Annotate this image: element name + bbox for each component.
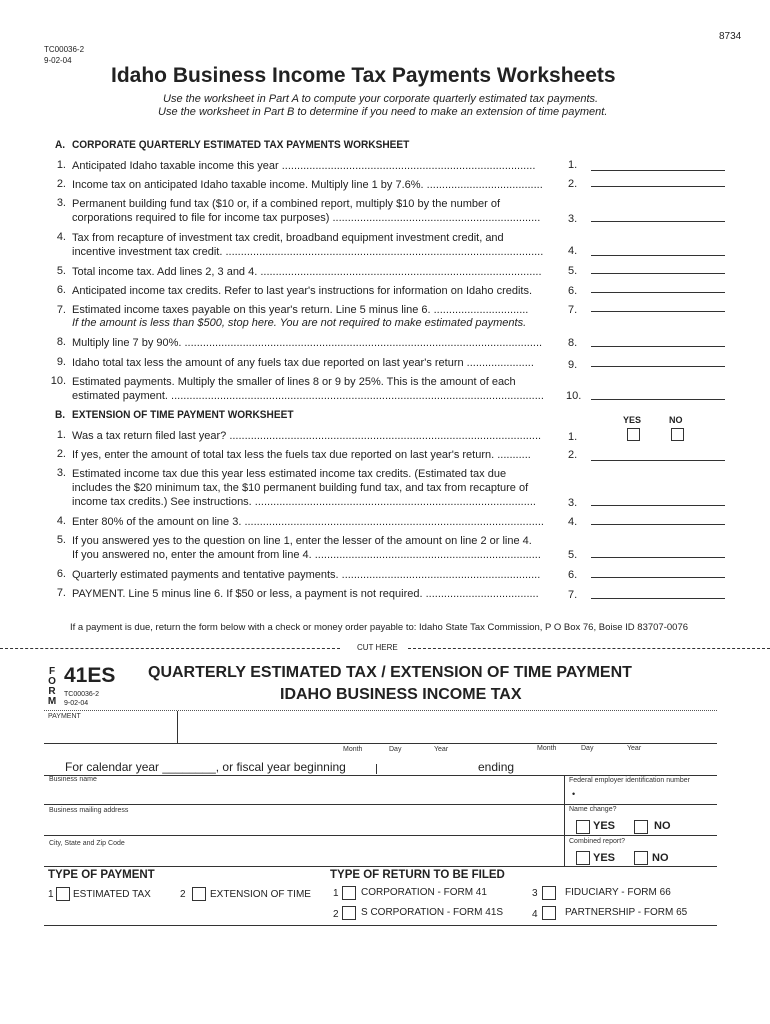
line-ref: 8. — [568, 337, 578, 349]
payment-option-num: 2 — [180, 889, 186, 900]
page-title: Idaho Business Income Tax Payments Worksheets — [111, 64, 616, 87]
line-text-cont: incentive investment tax credit. ........................................................................................................ — [72, 246, 544, 258]
answer-line[interactable] — [591, 170, 725, 171]
answer-line[interactable] — [591, 273, 725, 274]
line-ref: 9. — [568, 359, 578, 371]
line-text: Estimated income taxes payable on this year's return. Line 5 minus line 6. ............................... — [72, 304, 529, 316]
line-number: 4. — [56, 515, 66, 527]
mailing-address-label: Business mailing address — [49, 807, 129, 814]
line-text: Total income tax. Add lines 2, 3 and 4. ............................................................................................ — [72, 266, 542, 278]
line-text: Estimated income tax due this year less estimated income tax credits. (Estimated tax due — [72, 468, 507, 480]
return-option-num: 4 — [532, 909, 538, 920]
line-number: 3. — [56, 467, 66, 479]
line-number: 10. — [50, 375, 66, 387]
line-text: Anticipated income tax credits. Refer to last year's instructions for information on Idaho credits. — [72, 285, 533, 297]
cut-line-right — [408, 648, 770, 650]
line-number: 2. — [56, 448, 66, 460]
voucher-bottom-rule — [44, 925, 717, 926]
line-text: Tax from recapture of investment tax credit, broadband equipment investment credit, and — [72, 232, 504, 244]
answer-line[interactable] — [591, 186, 725, 187]
line-ref: 3. — [568, 213, 578, 225]
line-number: 9. — [56, 356, 66, 368]
line-number: 1. — [56, 159, 66, 171]
payment-note: If a payment is due, return the form below with a check or money order payable to: Idaho State Tax Commission, P O Box 76, Boise ID 83707-0076 — [70, 622, 689, 633]
line-number: 2. — [56, 178, 66, 190]
line-text: Estimated payments. Multiply the smaller of lines 8 or 9 by 25%. This is the amount of each — [72, 376, 516, 388]
name-change-no-checkbox[interactable] — [634, 820, 648, 834]
corporation-checkbox[interactable] — [342, 886, 356, 900]
fiduciary-checkbox[interactable] — [542, 886, 556, 900]
no-header: NO — [669, 415, 683, 425]
end-year-label: Year — [627, 745, 642, 752]
page-code: 8734 — [719, 31, 742, 42]
line-text-cont: includes the $20 minimum tax, the $10 permanent building fund tax, and tax from recapture of — [72, 482, 529, 494]
begin-day-label: Day — [389, 746, 402, 753]
line-ref: 6. — [568, 285, 578, 297]
line-text: Income tax on anticipated Idaho taxable income. Multiply line 1 by 7.6%. ...................................... — [72, 179, 543, 191]
line-text: Anticipated Idaho taxable income this year ................................................................................... — [72, 160, 536, 172]
name-row-rule — [44, 804, 717, 805]
answer-line[interactable] — [591, 557, 725, 558]
combined-no-label: NO — [652, 852, 669, 864]
return-option-num: 3 — [532, 888, 538, 899]
line-number: 6. — [56, 568, 66, 580]
line-text-cont: corporations required to file for income tax purposes) .................................................................... — [72, 212, 541, 224]
line-ref: 7. — [568, 304, 578, 316]
partnership-label: PARTNERSHIP - FORM 65 — [565, 907, 688, 918]
form-id: TC00036-2 — [44, 45, 85, 54]
part-a-heading: CORPORATE QUARTERLY ESTIMATED TAX PAYMENTS WORKSHEET — [72, 139, 410, 151]
answer-line[interactable] — [591, 460, 725, 461]
combined-divider — [564, 836, 565, 866]
name-change-no-label: NO — [654, 820, 671, 832]
fein-bullet: • — [572, 789, 576, 799]
line-text: Quarterly estimated payments and tentative payments. ................................................................. — [72, 569, 541, 581]
form-date: 9-02-04 — [44, 56, 72, 65]
line-text: Multiply line 7 by 90%. ..................................................................................................................... — [72, 337, 543, 349]
business-name-field[interactable] — [44, 776, 564, 803]
part-b-heading: EXTENSION OF TIME PAYMENT WORKSHEET — [72, 409, 294, 421]
city-row-rule — [44, 866, 717, 867]
answer-line[interactable] — [591, 399, 725, 400]
estimated-tax-label: ESTIMATED TAX — [73, 889, 151, 900]
yes-checkbox[interactable] — [627, 428, 640, 441]
s-corporation-checkbox[interactable] — [342, 906, 356, 920]
line-text: Permanent building fund tax ($10 or, if a combined report, multiply $10 by the number of — [72, 198, 501, 210]
date-tick — [376, 764, 377, 774]
return-option-num: 2 — [333, 909, 339, 920]
mailing-address-field[interactable] — [44, 806, 564, 834]
line-text: If yes, enter the amount of total tax less the fuels tax due reported on last year's return. ........... — [72, 449, 531, 461]
cut-here-label: CUT HERE — [357, 643, 398, 652]
payment-option-num: 1 — [48, 889, 54, 900]
fein-label: Federal employer identification number — [569, 777, 691, 784]
line-ref: 7. — [568, 589, 578, 601]
city-state-zip-field[interactable] — [44, 838, 564, 864]
line-ref: 10. — [566, 390, 582, 402]
line-text: PAYMENT. Line 5 minus line 6. If $50 or less, a payment is not required. ..................................... — [72, 588, 539, 600]
name-change-label: Name change? — [569, 806, 617, 813]
line-number: 7. — [56, 304, 66, 316]
calendar-year-text: For calendar year ________, or fiscal year beginning — [65, 760, 346, 774]
subtitle-1: Use the worksheet in Part A to compute your corporate quarterly estimated tax payments. — [163, 93, 599, 105]
combined-no-checkbox[interactable] — [634, 851, 648, 865]
line-text: Was a tax return filed last year? ...................................................................................................... — [72, 430, 542, 442]
payment-label: PAYMENT — [48, 713, 81, 720]
line-number: 3. — [56, 197, 66, 209]
answer-line[interactable] — [591, 255, 725, 256]
voucher-form-date: 9-02-04 — [64, 700, 89, 707]
combined-yes-label: YES — [593, 852, 616, 864]
begin-date-field[interactable] — [402, 760, 472, 774]
answer-line[interactable] — [591, 598, 725, 599]
fein-field[interactable] — [582, 787, 712, 803]
answer-line[interactable] — [591, 366, 725, 367]
answer-line[interactable] — [591, 311, 725, 312]
answer-line[interactable] — [591, 505, 725, 506]
line-ref: 6. — [568, 569, 578, 581]
cut-line-left — [0, 648, 340, 650]
line-number: 4. — [56, 231, 66, 243]
city-state-zip-label: City, State and Zip Code — [49, 840, 125, 847]
extension-of-time-checkbox[interactable] — [192, 887, 206, 901]
address-row-rule — [44, 835, 717, 836]
part-b-letter: B. — [55, 409, 66, 421]
estimated-tax-checkbox[interactable] — [56, 887, 70, 901]
answer-line[interactable] — [591, 346, 725, 347]
voucher-title-2: IDAHO BUSINESS INCOME TAX — [280, 686, 522, 703]
line-number: 5. — [56, 534, 66, 546]
line-text-cont: estimated payment. .......................................................................................................................... — [72, 390, 544, 402]
line-ref: 3. — [568, 497, 578, 509]
line-text: Idaho total tax less the amount of any fuels tax due reported on last year's return ...................... — [72, 357, 534, 369]
fiduciary-label: FIDUCIARY - FORM 66 — [565, 887, 671, 898]
payment-amount-field[interactable] — [44, 711, 584, 743]
no-checkbox[interactable] — [671, 428, 684, 441]
line-ref: 4. — [568, 516, 578, 528]
subtitle-2: Use the worksheet in Part B to determine if you need to make an extension of time payment. — [158, 106, 608, 118]
end-month-label: Month — [537, 745, 557, 752]
form-vertical-label: F O R M — [47, 666, 57, 707]
line-ref: 1. — [568, 159, 578, 171]
form-number: 41ES — [64, 664, 116, 687]
business-name-label: Business name — [49, 776, 97, 783]
end-day-label: Day — [581, 745, 594, 752]
line-ref: 2. — [568, 178, 578, 190]
part-a-letter: A. — [55, 139, 66, 151]
voucher-form-id: TC00036-2 — [64, 691, 100, 698]
answer-line[interactable] — [591, 292, 725, 293]
answer-line[interactable] — [591, 524, 725, 525]
type-of-return-heading: TYPE OF RETURN TO BE FILED — [330, 869, 505, 881]
line-text-cont: income tax credits.) See instructions. ............................................................................................ — [72, 496, 536, 508]
line-note: If the amount is less than $500, stop here. You are not required to make estimated payments. — [72, 317, 527, 329]
voucher-title-1: QUARTERLY ESTIMATED TAX / EXTENSION OF TIME PAYMENT — [148, 664, 632, 681]
name-change-yes-label: YES — [593, 820, 616, 832]
line-number: 6. — [56, 284, 66, 296]
extension-of-time-label: EXTENSION OF TIME — [210, 889, 311, 900]
combined-yes-checkbox[interactable] — [576, 851, 590, 865]
name-change-divider — [564, 805, 565, 835]
answer-line[interactable] — [591, 221, 725, 222]
end-date-field[interactable] — [520, 760, 710, 774]
fein-divider — [564, 776, 565, 805]
line-ref: 5. — [568, 549, 578, 561]
line-number: 5. — [56, 265, 66, 277]
line-number: 8. — [56, 336, 66, 348]
line-text: Enter 80% of the amount on line 3. .................................................................................................. — [72, 516, 544, 528]
line-text-cont: If you answered no, enter the amount from line 4. .......................................................................... — [72, 549, 541, 561]
begin-month-label: Month — [343, 746, 363, 753]
line-ref: 4. — [568, 245, 578, 257]
name-change-yes-checkbox[interactable] — [576, 820, 590, 834]
line-ref: 5. — [568, 265, 578, 277]
line-ref: 1. — [568, 431, 578, 443]
return-option-num: 1 — [333, 888, 339, 899]
line-number: 7. — [56, 587, 66, 599]
yes-header: YES — [623, 415, 642, 425]
line-number: 1. — [56, 429, 66, 441]
line-ref: 2. — [568, 449, 578, 461]
payment-bottom-rule — [44, 743, 717, 744]
ending-label: ending — [478, 760, 515, 774]
s-corporation-label: S CORPORATION - FORM 41S — [361, 907, 504, 918]
line-text: If you answered yes to the question on line 1, enter the lesser of the amount on line 2 or line 4. — [72, 535, 532, 547]
partnership-checkbox[interactable] — [542, 906, 556, 920]
combined-report-label: Combined report? — [569, 838, 626, 845]
answer-line[interactable] — [591, 577, 725, 578]
begin-year-label: Year — [434, 746, 449, 753]
type-of-payment-heading: TYPE OF PAYMENT — [48, 869, 155, 881]
corporation-label: CORPORATION - FORM 41 — [361, 887, 487, 898]
